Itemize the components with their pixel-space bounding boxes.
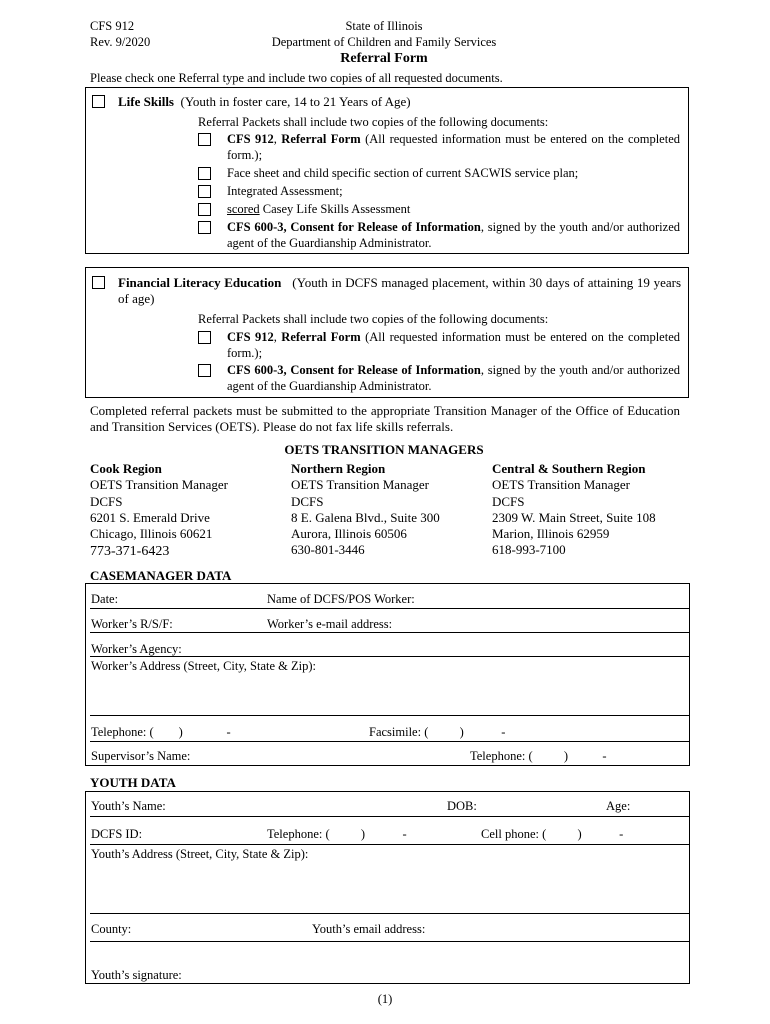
fl-doc2-checkbox[interactable] <box>198 364 211 377</box>
revision-date: Rev. 9/2020 <box>90 35 151 49</box>
youth-county-field[interactable]: County: <box>91 922 132 936</box>
region-title: OETS Transition Manager <box>90 477 228 493</box>
cm-row-supervisor <box>90 742 690 766</box>
region-city: Chicago, Illinois 60621 <box>90 526 213 542</box>
region-title: OETS Transition Manager <box>492 477 630 493</box>
youth-dcfs-id-field[interactable]: DCFS ID: <box>91 827 143 841</box>
region-org: DCFS <box>492 493 525 509</box>
life-skills-checkbox[interactable] <box>92 95 105 108</box>
youth-telephone-field[interactable]: Telephone: ( ) - <box>267 827 407 841</box>
cm-row-date <box>90 583 690 609</box>
youth-dob-field[interactable]: DOB: <box>447 799 477 813</box>
ls-doc4-text: scored Casey Life Skills Assessment <box>227 202 411 216</box>
life-skills-title: Life Skills <box>118 94 174 109</box>
youth-row-address <box>90 845 690 914</box>
worker-name-field[interactable]: Name of DCFS/POS Worker: <box>267 592 415 606</box>
region-org: DCFS <box>90 493 123 509</box>
page-number: (1) <box>377 992 393 1006</box>
department-name: Department of Children and Family Services <box>271 35 497 49</box>
cm-row-rsf <box>90 609 690 633</box>
region-title: OETS Transition Manager <box>291 477 429 493</box>
submission-note: Completed referral packets must be submitted to the appropriate Transition Manager of the Office of Education and Transition Services (OETS). Please do not fax life skills referrals. <box>90 403 680 435</box>
youth-cellphone-field[interactable]: Cell phone: ( ) - <box>481 827 624 841</box>
supervisor-name-field[interactable]: Supervisor’s Name: <box>91 749 191 763</box>
fl-doc1-checkbox[interactable] <box>198 331 211 344</box>
youth-row-id <box>90 817 690 845</box>
worker-agency-field[interactable]: Worker’s Agency: <box>91 642 182 656</box>
youth-heading: YOUTH DATA <box>90 775 176 790</box>
ls-doc5-checkbox[interactable] <box>198 221 211 234</box>
youth-address-field[interactable]: Youth’s Address (Street, City, State & Zip): <box>91 847 309 861</box>
region-phone: 630-801-3446 <box>291 542 365 558</box>
region-street: 8 E. Galena Blvd., Suite 300 <box>291 509 440 525</box>
youth-row-signature <box>90 942 690 984</box>
ls-doc3-checkbox[interactable] <box>198 185 211 198</box>
ls-doc1-text: CFS 912, Referral Form (All requested information must be entered on the completed form.); <box>227 132 681 162</box>
worker-address-field[interactable]: Worker’s Address (Street, City, State & Zip): <box>91 659 316 673</box>
region-name: Cook Region <box>90 461 162 476</box>
ls-doc2-text: Face sheet and child specific section of current SACWIS service plan; <box>227 166 579 180</box>
state-name: State of Illinois <box>345 19 423 33</box>
managers-heading: OETS TRANSITION MANAGERS <box>284 442 484 457</box>
region-central-southern <box>492 461 656 559</box>
region-name: Central & Southern Region <box>492 461 646 476</box>
region-phone: 773-371-6423 <box>90 544 170 560</box>
page-title: Referral Form <box>340 51 428 66</box>
instruction-text: Please check one Referral type and include two copies of all requested documents. <box>90 71 503 85</box>
region-cook <box>90 461 228 561</box>
worker-telephone-field[interactable]: Telephone: ( ) - <box>91 725 231 739</box>
region-name: Northern Region <box>291 461 386 476</box>
financial-literacy-heading: Financial Literacy Education (Youth in DCFS managed placement, within 30 days of attaining 19 years of age) <box>118 275 682 307</box>
worker-rsf-field[interactable]: Worker’s R/S/F: <box>91 617 173 631</box>
worker-facsimile-field[interactable]: Facsimile: ( ) - <box>369 725 506 739</box>
ls-doc3-text: Integrated Assessment; <box>227 184 343 198</box>
cm-row-phone <box>90 716 690 742</box>
region-street: 2309 W. Main Street, Suite 108 <box>492 509 656 525</box>
ls-doc4-checkbox[interactable] <box>198 203 211 216</box>
youth-signature-field[interactable]: Youth’s signature: <box>91 968 182 982</box>
form-number: CFS 912 <box>90 19 135 33</box>
ls-doc2-checkbox[interactable] <box>198 167 211 180</box>
financial-literacy-checkbox[interactable] <box>92 276 105 289</box>
youth-age-field[interactable]: Age: <box>606 799 631 813</box>
region-phone: 618-993-7100 <box>492 542 566 558</box>
life-skills-packet-note: Referral Packets shall include two copies of the following documents: <box>198 115 549 129</box>
fl-doc1-text: CFS 912, Referral Form (All requested information must be entered on the completed form.); <box>227 330 681 360</box>
youth-row-name <box>90 791 690 817</box>
cm-row-agency <box>90 633 690 657</box>
youth-row-county <box>90 914 690 942</box>
region-street: 6201 S. Emerald Drive <box>90 509 210 525</box>
youth-email-field[interactable]: Youth’s email address: <box>312 922 426 936</box>
region-city: Marion, Illinois 62959 <box>492 526 610 542</box>
ls-doc5-text: CFS 600-3, Consent for Release of Information, signed by the youth and/or authorized agent of the Guardianship Administrator. <box>227 220 680 250</box>
date-field[interactable]: Date: <box>91 592 119 606</box>
financial-packet-note: Referral Packets shall include two copies of the following documents: <box>198 312 549 326</box>
cm-row-address <box>90 657 690 716</box>
life-skills-subtitle: (Youth in foster care, 14 to 21 Years of Age) <box>180 94 411 109</box>
casemanager-heading: CASEMANAGER DATA <box>90 568 232 583</box>
region-northern <box>291 461 440 559</box>
supervisor-telephone-field[interactable]: Telephone: ( ) - <box>470 749 607 763</box>
fl-doc2-text: CFS 600-3, Consent for Release of Information, signed by the youth and/or authorized agent of the Guardianship Administrator. <box>227 363 680 393</box>
region-city: Aurora, Illinois 60506 <box>291 526 407 542</box>
ls-doc1-checkbox[interactable] <box>198 133 211 146</box>
region-org: DCFS <box>291 493 324 509</box>
youth-name-field[interactable]: Youth’s Name: <box>91 799 166 813</box>
worker-email-field[interactable]: Worker’s e-mail address: <box>267 617 393 631</box>
